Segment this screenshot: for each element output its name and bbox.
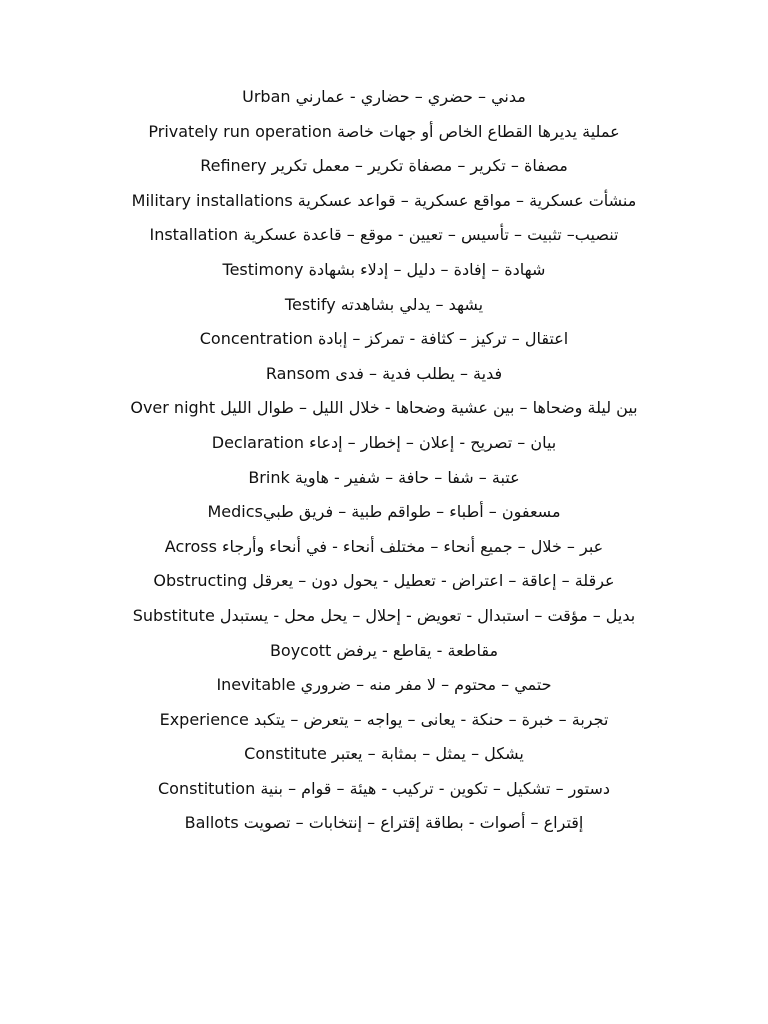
glossary-entry-privately-run-operation: Privately run operation عملية يديرها القطاع الخاص أو جهات خاصة: [148, 121, 620, 141]
glossary-entry-declaration: Declaration بيان – تصريح - إعلان – إخطار – إدعاء: [211, 432, 557, 452]
glossary-entry-testify: Testify يشهد – يدلي بشاهدته: [284, 294, 484, 314]
glossary-entry-experience: Experience تجربة – خبرة – حنكة - يعانى – يواجه – يتعرض – يتكبد: [159, 709, 609, 729]
glossary-entry-ballots: Ballots إقتراع – أصوات - بطاقة إقتراع – إنتخابات – تصويت: [184, 813, 584, 833]
glossary-entry-refinery: Refinery مصفاة – تكرير – مصفاة تكرير – معمل تكرير: [200, 156, 568, 176]
glossary-entry-testimony: Testimony شهادة – إفادة – دليل – إدلاء بشهادة: [222, 259, 546, 279]
glossary-document: [0, 86, 768, 847]
glossary-entry-installation: Installation تنصيب– تثبيت – تأسيس – تعيين - موقع – قاعدة عسكرية: [149, 225, 619, 245]
glossary-entry-concentration: Concentration اعتقال – تركيز – كثافة - تمركز – إبادة: [199, 329, 569, 349]
glossary-entry-obstructing: Obstructing عرقلة – إعاقة – اعتراض - تعطيل - يحول دون – يعرقل: [153, 571, 615, 591]
glossary-entry-substitute: Substitute بديل – مؤقت – استبدال - تعويض - إحلال – يحل محل - يستبدل: [132, 605, 636, 625]
glossary-entry-across: Across عبر – خلال – جميع أنحاء – مختلف أنحاء - في أنحاء وأرجاء: [164, 536, 604, 556]
glossary-entry-brink: Brink عتبة – شفا – حافة – شفير - هاوية: [248, 467, 520, 487]
glossary-entry-urban: Urban مدني – حضري – حضاري - عمارني: [242, 87, 526, 106]
glossary-entry-medics: Medicsمسعفون – أطباء – طواقم طبية – فريق طبي: [207, 502, 561, 522]
glossary-entry-constitution: Constitution دستور – تشكيل – تكوين - تركيب - هيئة – قوام – بنية: [158, 778, 610, 798]
glossary-entry-over-night: Over night بين ليلة وضحاها – بين عشية وضحاها - خلال الليل – طوال الليل: [130, 398, 638, 418]
glossary-entry-military-installations: Military installations منشأت عسكرية – مواقع عسكرية – قواعد عسكرية: [131, 190, 637, 210]
glossary-entry-inevitable: Inevitable حتمي – محتوم – لا مفر منه – ضروري: [216, 675, 552, 695]
glossary-entry-constitute: Constitute يشكل – يمثل – بمثابة – يعتبر: [244, 744, 524, 764]
glossary-entry-boycott: Boycott مقاطعة - يقاطع - يرفض: [269, 640, 499, 660]
glossary-entry-ransom: Ransom فدية – يطلب فدية – فدى: [265, 363, 503, 383]
